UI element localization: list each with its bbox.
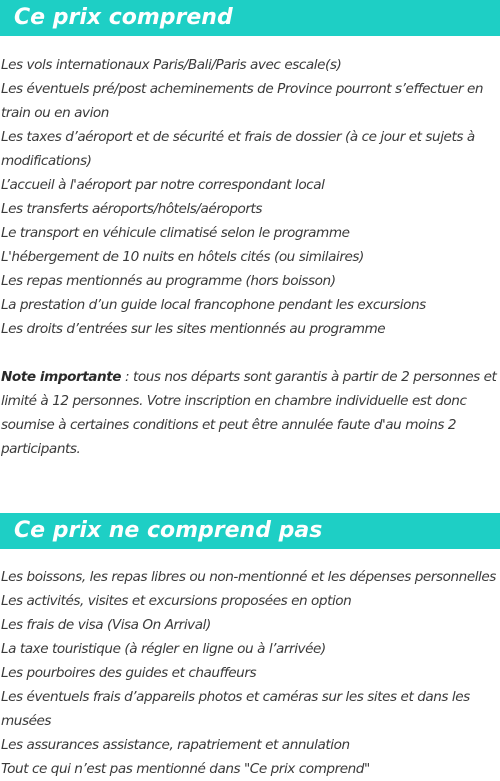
- list-item: Les activités, visites et excursions proposées en option: [1, 593, 352, 609]
- included-list: [0, 53, 500, 341]
- note-label: Note importante: [1, 369, 122, 385]
- important-note: [0, 365, 500, 461]
- excluded-section-title: Ce prix ne comprend pas: [0, 513, 500, 549]
- list-item: Les vols internationaux Paris/Bali/Paris avec escale(s): [1, 57, 342, 73]
- list-item: Les boissons, les repas libres ou non-mentionné et les dépenses personnelles: [1, 569, 496, 585]
- list-item: Les éventuels frais d’appareils photos et caméras sur les sites et dans les musées: [1, 689, 470, 729]
- list-item: Les pourboires des guides et chauffeurs: [1, 665, 257, 681]
- list-item: Les éventuels pré/post acheminements de Province pourront s’effectuer en: [1, 81, 484, 97]
- list-item: Les transferts aéroports/hôtels/aéroports: [1, 201, 263, 217]
- note-line: [1, 365, 500, 389]
- list-item: Les repas mentionnés au programme (hors boisson): [1, 273, 336, 289]
- note-line: limité à 12 personnes. Votre inscription en chambre individuelle est donc: [1, 393, 467, 409]
- list-item: L'hébergement de 10 nuits en hôtels cités (ou similaires): [1, 249, 364, 265]
- list-item: Tout ce qui n’est pas mentionné dans "Ce prix comprend": [1, 761, 370, 777]
- included-section-title: Ce prix comprend: [0, 0, 500, 36]
- list-item: train ou en avion: [1, 105, 109, 121]
- list-item: La prestation d’un guide local francophone pendant les excursions: [1, 297, 426, 313]
- list-item: La taxe touristique (à régler en ligne ou à l’arrivée): [1, 641, 326, 657]
- note-text: : tous nos départs sont garantis à partir de 2 personnes et: [121, 369, 497, 385]
- excluded-list: [0, 565, 500, 781]
- list-item: Les taxes d’aéroport et de sécurité et frais de dossier (à ce jour et sujets à: [1, 129, 475, 145]
- list-item: Le transport en véhicule climatisé selon le programme: [1, 225, 350, 241]
- note-line: participants.: [1, 441, 81, 457]
- list-item: Les droits d’entrées sur les sites mentionnés au programme: [1, 321, 386, 337]
- list-item: Les assurances assistance, rapatriement et annulation: [1, 737, 350, 753]
- list-item: L’accueil à l'aéroport par notre correspondant local: [1, 177, 325, 193]
- note-line: soumise à certaines conditions et peut être annulée faute d'au moins 2: [1, 417, 457, 433]
- list-item: Les frais de visa (Visa On Arrival): [1, 617, 211, 633]
- list-item: modifications): [1, 153, 92, 169]
